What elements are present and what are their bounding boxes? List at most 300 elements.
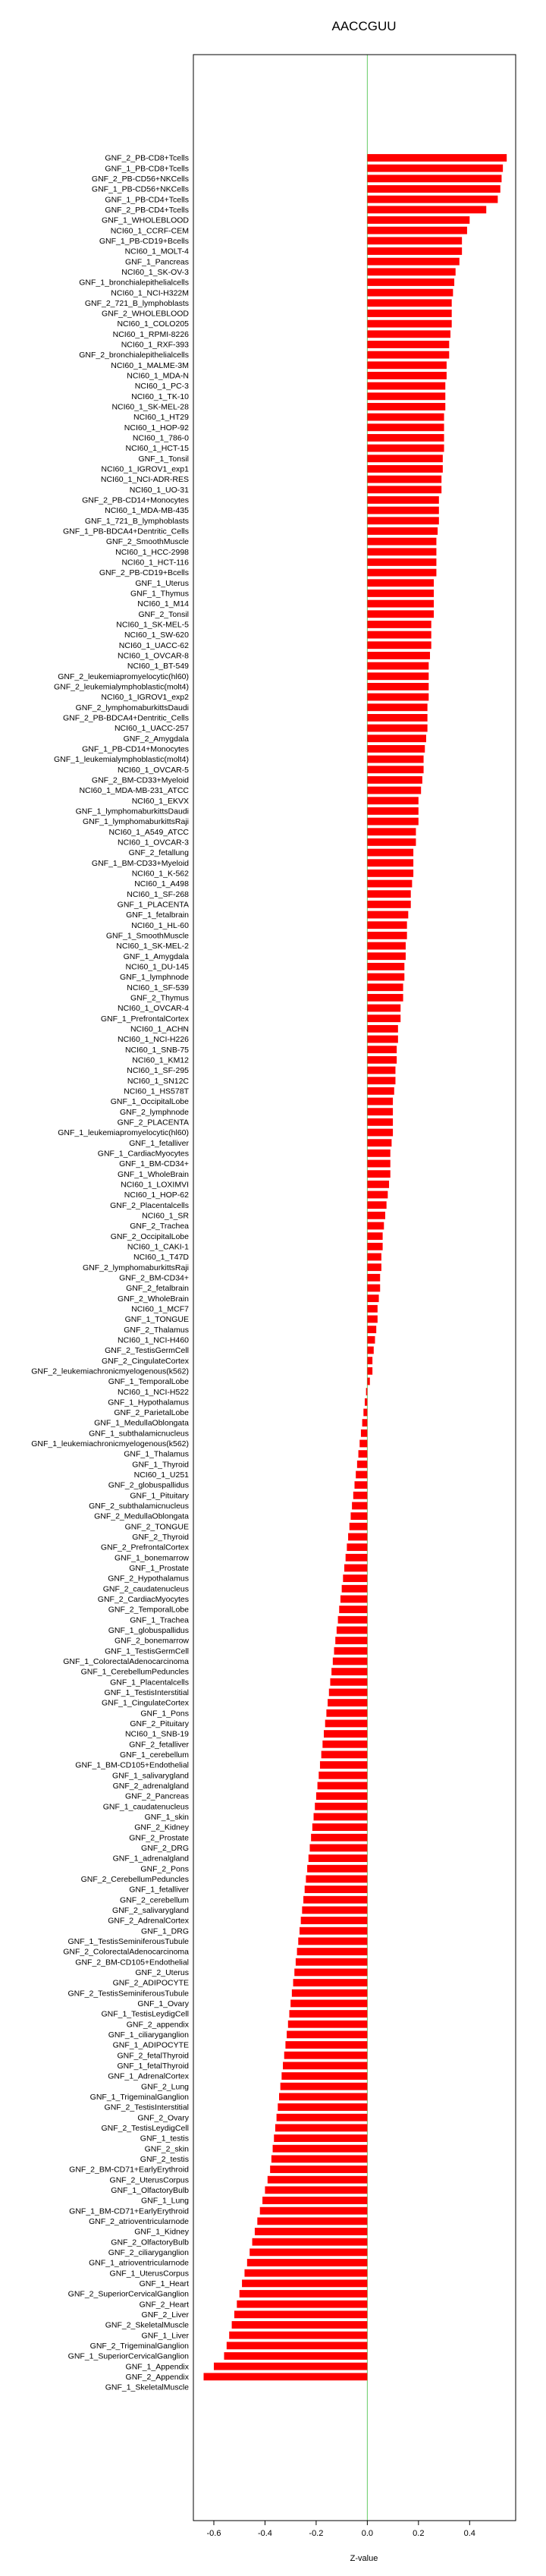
category-label: GNF_2_TONGUE — [124, 1522, 189, 1532]
category-label: GNF_1_Thalamus — [124, 1449, 189, 1459]
bar — [353, 1492, 368, 1499]
category-label: GNF_2_adrenalgland — [112, 1782, 189, 1791]
category-label: NCI60_1_IGROV1_exp1 — [101, 464, 189, 474]
category-label: GNF_2_PB-CD4+Tcells — [105, 205, 189, 215]
category-label: GNF_1_salivarygland — [112, 1771, 189, 1781]
bar — [367, 1191, 388, 1199]
bar — [229, 2332, 367, 2339]
bar — [367, 1056, 397, 1064]
category-labels-group — [31, 154, 190, 2392]
bar — [367, 1129, 393, 1137]
bar — [367, 838, 416, 846]
bar — [367, 756, 423, 763]
bar — [355, 1481, 368, 1489]
bar — [367, 154, 507, 162]
bar — [367, 901, 410, 908]
bar — [335, 1637, 367, 1644]
bar — [367, 714, 427, 722]
bar — [367, 683, 428, 690]
category-label: GNF_2_UterusCorpus — [109, 2175, 189, 2185]
category-label: GNF_2_fetallung — [128, 848, 189, 858]
bar — [366, 1388, 368, 1395]
x-tick-label: -0.6 — [206, 2529, 221, 2538]
bar — [363, 1409, 367, 1417]
bar — [367, 454, 443, 462]
bar — [298, 1937, 367, 1945]
x-tick-label: 0.0 — [361, 2529, 374, 2538]
bar — [305, 1886, 368, 1893]
category-label: GNF_2_PB-CD14+Monocytes — [82, 495, 189, 505]
category-label: GNF_2_TemporalLobe — [108, 1605, 189, 1615]
bar — [311, 1834, 367, 1842]
category-label: NCI60_1_A549_ATCC — [108, 827, 189, 837]
bar — [346, 1554, 368, 1562]
bar — [367, 1347, 373, 1354]
bar — [306, 1875, 367, 1882]
bar — [331, 1668, 367, 1675]
bar — [285, 2041, 367, 2049]
category-label: GNF_1_PrefrontalCortex — [100, 1014, 189, 1024]
category-label: GNF_1_721_B_lymphoblasts — [84, 516, 189, 526]
category-label: GNF_1_SmoothMuscle — [105, 931, 189, 941]
bar — [214, 2363, 367, 2370]
category-label: GNF_2_MedullaOblongata — [94, 1511, 189, 1521]
bar — [240, 2290, 368, 2298]
category-label: GNF_2_appendix — [126, 2020, 189, 2030]
bar — [367, 662, 428, 670]
category-label: GNF_2_caudatenucleus — [102, 1584, 189, 1594]
category-label: GNF_2_SkeletalMuscle — [105, 2320, 189, 2330]
category-label: GNF_2_Kidney — [134, 1823, 189, 1832]
bar — [367, 797, 418, 804]
bar — [281, 2072, 367, 2080]
bar — [367, 320, 451, 328]
bar — [367, 994, 403, 1002]
bar — [367, 911, 408, 919]
bar — [367, 434, 444, 442]
bar — [367, 1378, 369, 1386]
bar — [367, 1336, 375, 1344]
category-label: GNF_2_Prostate — [129, 1833, 189, 1843]
bar — [281, 2083, 368, 2090]
category-label: GNF_2_ColorectalAdenocarcinoma — [63, 1947, 189, 1957]
category-label: NCI60_1_SF-268 — [127, 889, 189, 899]
bar — [318, 1782, 368, 1790]
category-label: GNF_1_BM-CD105+Endothelial — [75, 1760, 189, 1770]
category-label: GNF_2_Pancreas — [124, 1791, 189, 1801]
bar — [367, 1326, 376, 1333]
category-label: GNF_1_Kidney — [134, 2227, 189, 2237]
chart-title: AACCGUU — [331, 19, 397, 33]
bar — [283, 2062, 367, 2069]
bar — [300, 1927, 367, 1935]
category-label: NCI60_1_KM12 — [132, 1055, 189, 1065]
category-label: GNF_2_BM-CD71+EarlyErythroid — [69, 2165, 189, 2175]
bar — [365, 1398, 367, 1406]
category-label: GNF_1_fetalbrain — [126, 911, 189, 920]
category-label: NCI60_1_HCT-15 — [125, 444, 189, 454]
category-label: GNF_1_PB-BDCA4+Dentritic_Cells — [62, 527, 189, 536]
category-label: GNF_1_TestisSeminiferousTubule — [67, 1937, 189, 1946]
bar — [367, 818, 418, 826]
bar — [367, 392, 445, 400]
bar — [367, 175, 501, 182]
category-label: NCI60_1_SNB-19 — [124, 1729, 189, 1739]
category-label: GNF_1_PB-CD14+Monocytes — [82, 744, 189, 754]
category-label: GNF_1_testis — [140, 2134, 189, 2144]
bar — [367, 1160, 390, 1168]
category-label: GNF_1_BM-CD71+EarlyErythroid — [69, 2206, 189, 2216]
bar — [367, 278, 454, 286]
bar — [359, 1440, 367, 1448]
category-label: GNF_2_721_B_lymphoblasts — [84, 298, 189, 308]
category-label: NCI60_1_K-562 — [131, 869, 189, 879]
category-label: GNF_2_SuperiorCervicalGanglion — [67, 2289, 189, 2299]
bar — [294, 1968, 367, 1976]
category-label: NCI60_1_SF-539 — [127, 983, 189, 992]
bar — [253, 2238, 368, 2246]
bar — [367, 1294, 378, 1302]
bar — [270, 2166, 367, 2173]
bar — [367, 299, 451, 307]
category-label: GNF_1_Lung — [140, 2196, 189, 2206]
category-label: NCI60_1_M14 — [137, 599, 189, 609]
bar — [247, 2259, 368, 2266]
bar — [343, 1574, 367, 1582]
bar — [367, 206, 486, 213]
category-label: GNF_2_ciliaryganglion — [108, 2247, 189, 2257]
bar — [367, 621, 431, 628]
category-label: GNF_2_PB-CD8+Tcells — [105, 153, 189, 163]
category-label: GNF_1_Pancreas — [124, 257, 189, 267]
bar — [359, 1450, 368, 1458]
category-label: GNF_2_leukemiachronicmyelogenous(k562) — [31, 1367, 189, 1376]
bar — [367, 247, 462, 255]
category-label: NCI60_1_IGROV1_exp2 — [101, 693, 189, 703]
category-label: NCI60_1_ACHN — [130, 1024, 189, 1034]
bar — [344, 1565, 367, 1572]
category-label: GNF_1_ciliaryganglion — [108, 2030, 189, 2040]
category-label: NCI60_1_NCI-H322M — [111, 288, 189, 298]
bar — [367, 1005, 400, 1012]
bar — [326, 1709, 367, 1717]
bar — [278, 2103, 367, 2111]
category-label: NCI60_1_SF-295 — [127, 1066, 189, 1076]
bar — [367, 341, 449, 348]
bar — [330, 1678, 367, 1686]
category-label: GNF_2_SmoothMuscle — [105, 537, 189, 547]
category-label: NCI60_1_MDA-MB-231_ATCC — [79, 786, 189, 796]
bar — [367, 787, 421, 794]
category-label: NCI60_1_NCI-H460 — [118, 1335, 189, 1345]
bar — [367, 725, 427, 732]
x-tick-label: 0.4 — [463, 2529, 475, 2538]
category-label: NCI60_1_T47D — [133, 1253, 189, 1263]
category-label: GNF_1_Amygdala — [123, 951, 189, 961]
bar — [257, 2217, 367, 2225]
category-label: GNF_2_Tonsil — [138, 609, 189, 619]
bar — [367, 1253, 381, 1261]
bar — [367, 372, 447, 379]
bar — [367, 445, 444, 452]
bar — [367, 880, 412, 888]
bar — [367, 1305, 377, 1313]
bar — [367, 983, 403, 991]
bar — [244, 2269, 367, 2277]
category-label: GNF_2_Appendix — [125, 2372, 189, 2382]
category-label: GNF_1_Prostate — [129, 1564, 189, 1574]
bar — [352, 1502, 367, 1510]
bar — [367, 870, 413, 877]
bar — [255, 2228, 367, 2235]
bar — [367, 766, 423, 773]
category-label: NCI60_1_HT29 — [133, 413, 189, 423]
bar — [273, 2145, 368, 2153]
category-label: GNF_1_Tonsil — [138, 454, 189, 464]
category-label: GNF_2_WholeBrain — [118, 1294, 189, 1304]
category-label: NCI60_1_SK-MEL-5 — [116, 620, 189, 630]
bar — [367, 1357, 372, 1364]
category-label: GNF_2_Hypothalamus — [108, 1574, 189, 1584]
bar — [367, 579, 434, 587]
category-label: NCI60_1_OVCAR-4 — [118, 1004, 189, 1014]
bar — [367, 1274, 380, 1282]
bar — [356, 1471, 367, 1479]
category-label: GNF_2_CerebellumPeduncles — [80, 1875, 189, 1885]
category-label: NCI60_1_HS578T — [124, 1087, 189, 1096]
category-label: GNF_1_fetalliver — [129, 1885, 189, 1895]
x-tick-label: 0.2 — [413, 2529, 425, 2538]
category-label: GNF_1_PB-CD4+Tcells — [105, 195, 189, 205]
bar — [334, 1647, 368, 1655]
category-label: GNF_1_bronchialepithelialcells — [79, 278, 189, 288]
bar — [367, 1201, 386, 1209]
bar — [315, 1803, 367, 1810]
category-label: GNF_2_OccipitalLobe — [110, 1231, 189, 1241]
category-label: GNF_2_fetalThyroid — [117, 2051, 189, 2061]
category-label: NCI60_1_U251 — [133, 1470, 189, 1480]
bar — [350, 1523, 368, 1530]
category-label: GNF_1_globuspallidus — [108, 1626, 189, 1636]
bar — [367, 973, 404, 981]
category-label: NCI60_1_TK-10 — [131, 392, 189, 401]
bar — [367, 807, 418, 815]
category-label: GNF_2_CardiacMyocytes — [97, 1595, 189, 1605]
bar — [277, 2114, 368, 2122]
bar — [367, 1036, 397, 1043]
category-label: NCI60_1_PC-3 — [134, 382, 189, 392]
category-label: NCI60_1_CCRF-CEM — [110, 226, 189, 236]
category-label: GNF_2_atrioventricularnode — [89, 2216, 189, 2226]
category-label: GNF_2_Heart — [139, 2300, 189, 2310]
bar — [367, 1067, 395, 1074]
category-label: NCI60_1_SK-MEL-28 — [111, 402, 189, 412]
bar — [260, 2207, 368, 2215]
category-label: GNF_1_fetalThyroid — [117, 2061, 189, 2071]
category-label: GNF_2_TestisSeminiferousTubule — [67, 1989, 189, 1999]
category-label: GNF_1_CerebellumPeduncles — [80, 1667, 189, 1677]
category-label: GNF_1_BM-CD34+ — [119, 1159, 189, 1169]
category-label: NCI60_1_DU-145 — [125, 962, 189, 972]
category-label: GNF_2_leukemiapromyelocytic(hl60) — [58, 672, 189, 681]
bar — [367, 745, 425, 753]
category-label: GNF_1_Pituitary — [130, 1491, 189, 1501]
category-label: GNF_2_Pituitary — [130, 1719, 189, 1729]
category-label: GNF_1_Ovary — [137, 1999, 189, 2008]
bar — [367, 703, 427, 711]
bar — [296, 1958, 367, 1966]
category-label: GNF_1_atrioventricularnode — [89, 2258, 189, 2268]
category-label: GNF_1_DRG — [140, 1926, 189, 1936]
category-label: NCI60_1_MDA-MB-435 — [105, 506, 189, 516]
category-label: GNF_1_Heart — [139, 2279, 189, 2288]
bar — [367, 963, 404, 970]
category-label: GNF_2_fetalbrain — [126, 1284, 189, 1294]
bar — [333, 1658, 368, 1665]
bar — [249, 2248, 367, 2256]
category-label: GNF_2_TestisLeydigCell — [101, 2123, 189, 2133]
bar — [203, 2373, 367, 2380]
category-label: GNF_1_SuperiorCervicalGanglion — [67, 2351, 189, 2361]
bar — [314, 1813, 368, 1821]
category-label: GNF_1_WHOLEBLOOD — [102, 215, 189, 225]
category-label: GNF_2_Uterus — [135, 1968, 189, 1977]
bar — [325, 1720, 368, 1728]
category-label: GNF_1_Thymus — [130, 589, 189, 599]
bar — [367, 1181, 389, 1188]
category-label: GNF_1_skin — [144, 1813, 189, 1823]
bar — [361, 1430, 367, 1437]
category-label: NCI60_1_HL-60 — [131, 920, 189, 930]
category-label: GNF_1_subthalamicnucleus — [89, 1429, 189, 1439]
bar — [367, 1046, 397, 1053]
category-label: GNF_2_Thalamus — [124, 1325, 189, 1335]
category-label: NCI60_1_MDA-N — [127, 371, 189, 381]
category-label: NCI60_1_SW-620 — [124, 631, 189, 640]
category-label: NCI60_1_786-0 — [132, 433, 189, 443]
category-label: GNF_1_CardiacMyocytes — [97, 1149, 189, 1159]
x-axis-label: Z-value — [350, 2554, 378, 2563]
category-label: NCI60_1_EKVX — [131, 796, 189, 806]
bar — [297, 1948, 368, 1955]
bar — [367, 382, 445, 390]
bar — [309, 1844, 367, 1851]
bar — [367, 1243, 382, 1250]
bar — [367, 641, 431, 649]
bar — [320, 1761, 367, 1769]
category-label: GNF_1_Hypothalamus — [108, 1398, 189, 1408]
bar — [367, 828, 416, 835]
category-label: GNF_2_lymphnode — [119, 1107, 189, 1117]
category-label: NCI60_1_LOXIMVI — [121, 1180, 189, 1190]
category-label: NCI60_1_SNB-75 — [124, 1045, 189, 1055]
category-label: GNF_2_fetalliver — [129, 1740, 189, 1750]
category-label: GNF_1_PB-CD19+Bcells — [99, 236, 189, 246]
category-label: GNF_2_BM-CD105+Endothelial — [75, 1958, 189, 1967]
bar — [268, 2176, 368, 2184]
bar — [367, 859, 413, 867]
bar — [367, 465, 443, 473]
bar — [367, 527, 438, 535]
bar — [367, 952, 406, 960]
category-label: GNF_1_OccipitalLobe — [110, 1097, 189, 1107]
category-label: GNF_1_Placentalcells — [110, 1678, 189, 1687]
category-label: GNF_1_MedullaOblongata — [94, 1418, 189, 1428]
category-label: NCI60_1_OVCAR-5 — [118, 765, 189, 775]
bar — [367, 1232, 382, 1240]
category-label: NCI60_1_HCT-116 — [121, 558, 189, 568]
category-label: GNF_1_Pons — [140, 1709, 189, 1719]
category-label: GNF_2_Liver — [141, 2310, 189, 2320]
bar — [302, 1906, 367, 1914]
bar — [367, 558, 436, 566]
category-label: GNF_1_PB-CD56+NKCells — [91, 184, 189, 194]
category-label: GNF_1_Thyroid — [132, 1460, 189, 1470]
category-label: GNF_2_CingulateCortex — [102, 1356, 189, 1366]
category-label: NCI60_1_COLO205 — [117, 319, 189, 329]
bar — [367, 496, 438, 504]
bar — [367, 289, 453, 297]
category-label: GNF_2_BM-CD33+Myeloid — [91, 775, 189, 785]
bar — [367, 942, 406, 950]
bar — [367, 652, 430, 659]
bar — [367, 849, 413, 857]
category-label: GNF_1_leukemiapromyelocytic(hl60) — [58, 1128, 189, 1138]
category-label: NCI60_1_OVCAR-3 — [118, 838, 189, 848]
category-label: GNF_2_TestisInterstitial — [104, 2103, 189, 2112]
bar — [367, 1077, 395, 1084]
category-label: GNF_2_Trachea — [130, 1222, 189, 1231]
bar — [367, 216, 469, 224]
category-label: GNF_1_adrenalgland — [112, 1854, 189, 1864]
bar — [367, 361, 447, 369]
bar — [367, 1222, 384, 1230]
bar — [367, 610, 434, 618]
category-label: GNF_1_TemporalLobe — [108, 1377, 189, 1387]
category-label: GNF_1_WholeBrain — [118, 1169, 189, 1179]
bar — [322, 1741, 367, 1748]
category-label: GNF_1_PLACENTA — [117, 900, 189, 910]
bar — [367, 517, 438, 524]
category-label: GNF_2_PLACENTA — [117, 1118, 189, 1128]
category-label: GNF_2_testis — [140, 2154, 189, 2164]
category-label: NCI60_1_RPMI-8226 — [112, 329, 189, 339]
category-label: GNF_2_PB-CD56+NKCells — [91, 174, 189, 184]
category-label: GNF_1_AdrenalCortex — [108, 2071, 189, 2081]
bar — [293, 1979, 368, 1986]
category-label: NCI60_1_UACC-257 — [114, 724, 189, 734]
category-label: GNF_2_AdrenalCortex — [108, 1916, 189, 1926]
category-label: GNF_1_CingulateCortex — [102, 1698, 189, 1708]
bar — [290, 1999, 367, 2007]
bar — [367, 227, 467, 234]
category-label: GNF_1_lymphomaburkittsDaudi — [75, 807, 189, 816]
bar — [242, 2279, 367, 2287]
bar — [367, 1118, 393, 1126]
bar — [367, 569, 436, 577]
bar — [275, 2124, 367, 2131]
bar — [340, 1596, 367, 1603]
bar — [348, 1533, 367, 1541]
bar — [367, 921, 406, 929]
category-label: NCI60_1_NCI-H522 — [118, 1387, 189, 1397]
bar — [367, 1316, 377, 1323]
category-label: NCI60_1_UACC-62 — [118, 640, 189, 650]
bar — [227, 2342, 368, 2349]
bar — [367, 590, 434, 597]
category-label: GNF_2_subthalamicnucleus — [89, 1502, 189, 1511]
category-label: NCI60_1_NCI-ADR-RES — [100, 475, 189, 485]
